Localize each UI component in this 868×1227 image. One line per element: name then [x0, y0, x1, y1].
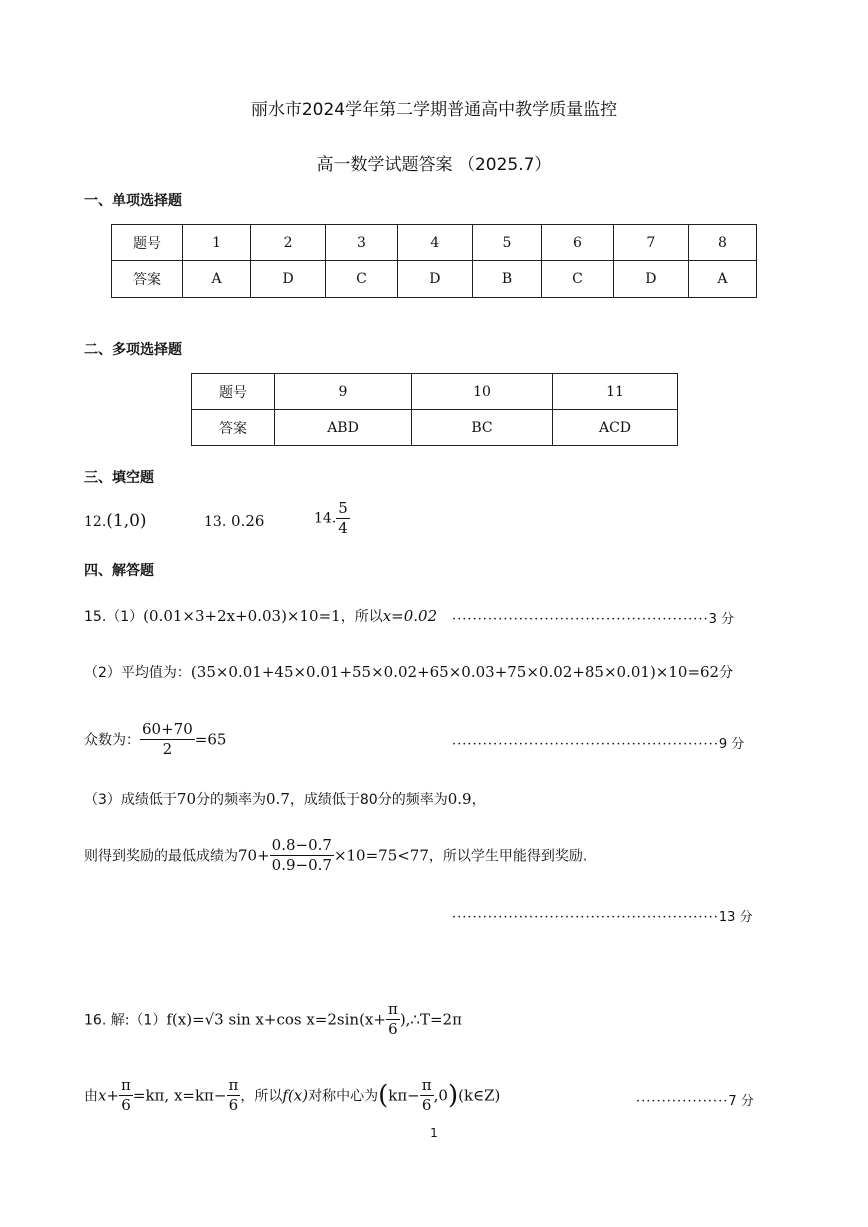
table-cell: 2 — [251, 225, 326, 261]
table-cell: ABD — [275, 410, 412, 446]
question-label: 12. — [84, 514, 107, 530]
denominator: 6 — [228, 1095, 239, 1114]
score: 9 分 — [718, 737, 745, 752]
equation: 70+ — [238, 846, 270, 865]
table-row-header: 题号 — [192, 374, 275, 410]
section-heading-solutions: 四、解答题 — [84, 563, 154, 579]
text: 则得到奖励的最低成绩为 — [84, 848, 238, 865]
q15-mode-score — [452, 733, 744, 752]
table-cell: C — [326, 261, 398, 298]
equation: x+ — [98, 1086, 120, 1105]
right-paren: ) — [447, 1080, 459, 1111]
table-cell: 11 — [553, 374, 678, 410]
equation: kπ− — [388, 1086, 420, 1105]
q15-mode — [84, 720, 226, 759]
table-cell: D — [613, 261, 688, 298]
section-heading-single-choice: 一、单项选择题 — [84, 193, 182, 209]
value: 0.9 — [447, 790, 472, 808]
q15-part3-line1 — [84, 789, 486, 809]
q15-part1 — [84, 606, 437, 626]
table-cell: 4 — [397, 225, 472, 261]
q15-part1-score — [452, 608, 734, 627]
single-choice-answer-table — [111, 224, 757, 298]
table-cell: 1 — [183, 225, 251, 261]
table-cell: ACD — [553, 410, 678, 446]
answer-q14 — [314, 499, 350, 538]
equation: =kπ, x=kπ− — [132, 1086, 227, 1105]
q15-part3-score — [452, 906, 753, 925]
numerator: 0.8−0.7 — [271, 836, 332, 854]
text: 分的频率为 — [196, 792, 267, 808]
numerator: 5 — [338, 499, 348, 517]
question-label: 13. — [204, 514, 227, 530]
answer-q13 — [204, 512, 264, 530]
answer-q12 — [84, 511, 147, 531]
equation: (35×0.01+45×0.01+55×0.02+65×0.03+75×0.02+85×0.01)×10=62 — [190, 663, 720, 681]
q16-part1 — [84, 1000, 462, 1039]
multiple-choice-answer-table — [191, 373, 678, 446]
denominator: 6 — [121, 1095, 131, 1114]
equation-result: x=0.02 — [382, 607, 438, 625]
denominator: 6 — [388, 1019, 398, 1038]
table-row-header: 题号 — [112, 225, 183, 261]
table-cell: 6 — [542, 225, 614, 261]
table-cell: 10 — [412, 374, 553, 410]
text: ，所以 — [240, 1088, 283, 1105]
section-heading-multiple-choice: 二、多项选择题 — [84, 342, 182, 358]
leader-dots: ···················································· — [452, 737, 719, 752]
fraction — [386, 1000, 400, 1039]
text: ，所以学生甲能得到奖励. — [428, 848, 588, 865]
text: ，所以 — [340, 609, 383, 625]
section-heading-fill-in: 三、填空题 — [84, 470, 154, 486]
fraction — [119, 1076, 133, 1115]
unit: 分 — [719, 665, 734, 681]
denominator: 6 — [421, 1095, 432, 1114]
score: 3 分 — [708, 612, 735, 627]
q16-score — [636, 1090, 754, 1109]
table-cell: A — [183, 261, 251, 298]
table-cell: B — [472, 261, 541, 298]
equation: f(x)=√3 sin x+cos x=2sin(x+ — [166, 1010, 386, 1029]
numerator: π — [387, 1000, 398, 1018]
q16-symmetry-center — [84, 1076, 500, 1115]
table-cell: 3 — [326, 225, 398, 261]
text: （3）成绩低于 — [84, 792, 177, 808]
equation-result: =65 — [194, 730, 227, 749]
equation: (k∈Z) — [458, 1086, 501, 1105]
table-cell: 8 — [688, 225, 756, 261]
leader-dots: ···················································· — [452, 910, 719, 925]
text: ， — [471, 792, 486, 808]
table-cell: 7 — [613, 225, 688, 261]
table-cell: D — [397, 261, 472, 298]
text: （2）平均值为： — [84, 665, 191, 681]
answer-value: 0.26 — [231, 512, 265, 530]
left-paren: ( — [378, 1080, 389, 1111]
table-cell: BC — [412, 410, 553, 446]
table-row-header: 答案 — [112, 261, 183, 298]
equation: f(x) — [282, 1086, 309, 1105]
equation: ,0 — [433, 1086, 448, 1105]
fraction — [227, 1076, 241, 1115]
equation: ),∴T=2π — [399, 1010, 462, 1029]
value: 0.7 — [266, 790, 290, 808]
leader-dots: ·················· — [636, 1094, 729, 1109]
denominator: 4 — [338, 518, 348, 537]
page-subtitle: 高一数学试题答案 （2025.7） — [316, 155, 552, 175]
fraction — [140, 720, 195, 759]
numerator: 60+70 — [142, 720, 193, 738]
q15-part3-line2 — [84, 836, 587, 875]
answer-value: (1,0) — [106, 511, 147, 531]
table-cell: 5 — [472, 225, 541, 261]
table-cell: D — [251, 261, 326, 298]
q15-part2 — [84, 662, 733, 682]
text: 对称中心为 — [308, 1088, 379, 1105]
leader-dots: ·················································· — [452, 612, 709, 627]
numerator: π — [421, 1076, 432, 1094]
page-number: 1 — [430, 1126, 438, 1140]
text: 由 — [84, 1088, 98, 1105]
denominator: 2 — [162, 739, 173, 758]
question-label: 15.（1） — [84, 609, 144, 625]
score: 13 分 — [718, 910, 753, 925]
table-row-header: 答案 — [192, 410, 275, 446]
table-cell: 9 — [275, 374, 412, 410]
denominator: 0.9−0.7 — [271, 855, 332, 874]
equation: (0.01×3+2x+0.03)×10=1 — [143, 607, 341, 625]
table-cell: C — [542, 261, 614, 298]
table-cell: A — [688, 261, 756, 298]
numerator: π — [121, 1076, 131, 1094]
text: ，成绩低于80分的频率为 — [289, 792, 448, 808]
value: 70 — [176, 790, 197, 808]
fraction — [270, 836, 334, 875]
question-label: 16. 解:（1） — [84, 1012, 167, 1029]
numerator: π — [228, 1076, 239, 1094]
page-title: 丽水市2024学年第二学期普通高中教学质量监控 — [250, 100, 618, 120]
equation: ×10=75<77 — [333, 846, 429, 865]
text: 众数为： — [84, 732, 140, 749]
fraction — [336, 499, 350, 538]
score: 7 分 — [728, 1094, 754, 1109]
question-label: 14. — [314, 510, 337, 527]
fraction — [420, 1076, 434, 1115]
